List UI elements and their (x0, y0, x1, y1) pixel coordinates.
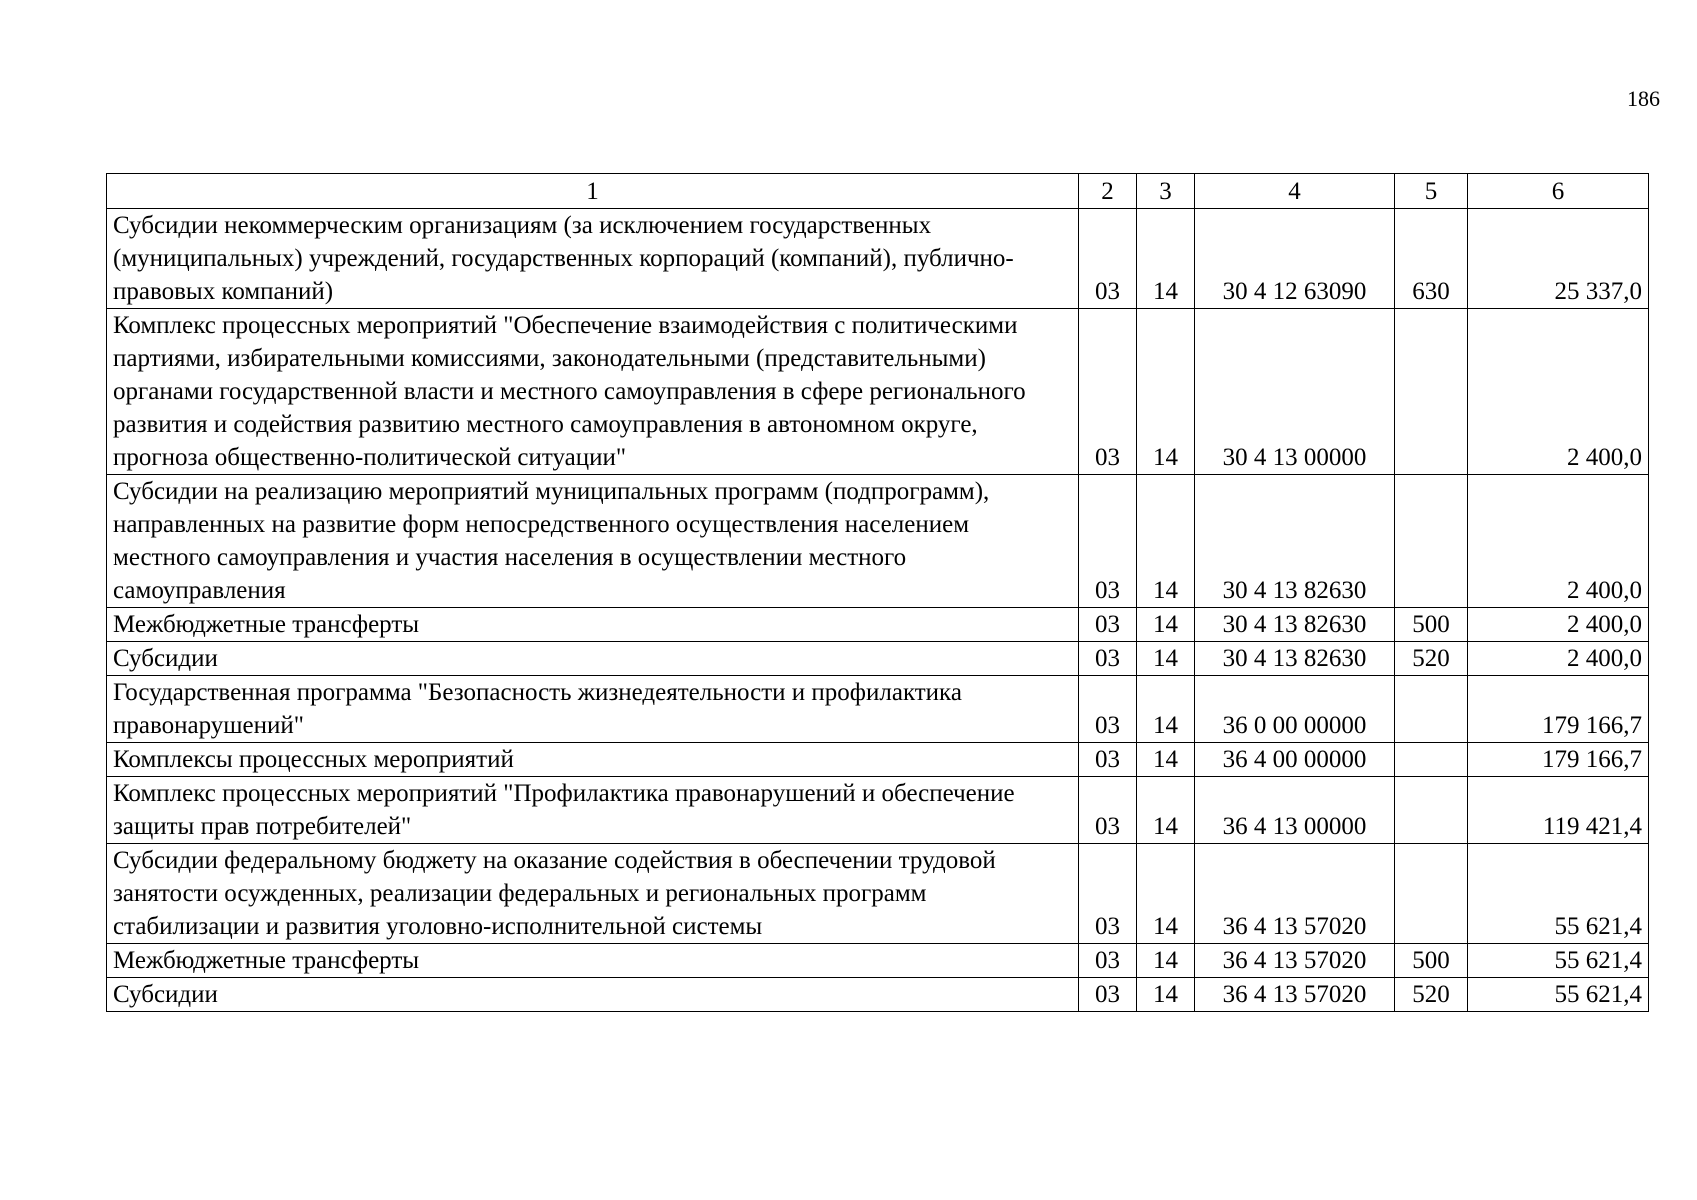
row-section: 03 (1079, 844, 1137, 944)
row-expense-type: 520 (1395, 978, 1468, 1012)
column-header-4: 4 (1195, 174, 1395, 209)
row-section: 03 (1079, 475, 1137, 608)
table-row (107, 978, 1649, 1012)
row-subsection: 14 (1137, 209, 1195, 309)
row-target-article: 30 4 13 00000 (1195, 309, 1395, 475)
row-name: Межбюджетные трансферты (107, 608, 1079, 642)
row-amount: 2 400,0 (1468, 475, 1649, 608)
row-name: Комплекс процессных мероприятий "Обеспечение взаимодействия с политическими партиями, избирательными комиссиями, законодательными (представительными) органами государственной власти и местного самоуправления в сфере регионального развития и содействия развитию местного самоуправления в автономном округе, прогноза общественно-политической ситуации" (107, 309, 1079, 475)
row-subsection: 14 (1137, 743, 1195, 777)
row-amount: 25 337,0 (1468, 209, 1649, 309)
row-target-article: 36 4 00 00000 (1195, 743, 1395, 777)
row-subsection: 14 (1137, 978, 1195, 1012)
row-target-article: 36 4 13 57020 (1195, 978, 1395, 1012)
row-amount: 2 400,0 (1468, 608, 1649, 642)
row-amount: 179 166,7 (1468, 743, 1649, 777)
table-row (107, 743, 1649, 777)
row-name: Межбюджетные трансферты (107, 944, 1079, 978)
row-amount: 119 421,4 (1468, 777, 1649, 844)
row-amount: 55 621,4 (1468, 978, 1649, 1012)
row-subsection: 14 (1137, 608, 1195, 642)
page-number: 186 (1627, 86, 1660, 111)
row-target-article: 36 0 00 00000 (1195, 676, 1395, 743)
row-section: 03 (1079, 608, 1137, 642)
table-row (107, 844, 1649, 944)
table-row (107, 944, 1649, 978)
row-subsection: 14 (1137, 642, 1195, 676)
row-name: Комплексы процессных мероприятий (107, 743, 1079, 777)
column-header-1: 1 (107, 174, 1079, 209)
row-section: 03 (1079, 944, 1137, 978)
row-target-article: 30 4 13 82630 (1195, 475, 1395, 608)
row-target-article: 30 4 13 82630 (1195, 608, 1395, 642)
row-name: Государственная программа "Безопасность жизнедеятельности и профилактика правонарушений" (107, 676, 1079, 743)
budget-table (106, 173, 1649, 1012)
row-amount: 55 621,4 (1468, 944, 1649, 978)
row-subsection: 14 (1137, 309, 1195, 475)
row-name: Комплекс процессных мероприятий "Профилактика правонарушений и обеспечение защиты прав потребителей" (107, 777, 1079, 844)
row-amount: 179 166,7 (1468, 676, 1649, 743)
table-row (107, 309, 1649, 475)
row-subsection: 14 (1137, 944, 1195, 978)
row-expense-type: 500 (1395, 944, 1468, 978)
row-target-article: 36 4 13 57020 (1195, 844, 1395, 944)
table-row (107, 642, 1649, 676)
row-expense-type: 630 (1395, 209, 1468, 309)
row-expense-type (1395, 743, 1468, 777)
row-expense-type (1395, 475, 1468, 608)
row-name: Субсидии на реализацию мероприятий муниципальных программ (подпрограмм), направленных на развитие форм непосредственного осуществления населением местного самоуправления и участия населения в осуществлении местного самоуправления (107, 475, 1079, 608)
header-row (107, 174, 1649, 209)
row-name: Субсидии (107, 642, 1079, 676)
table-row (107, 777, 1649, 844)
table-row (107, 676, 1649, 743)
row-amount: 55 621,4 (1468, 844, 1649, 944)
row-expense-type (1395, 844, 1468, 944)
row-amount: 2 400,0 (1468, 309, 1649, 475)
row-name: Субсидии некоммерческим организациям (за исключением государственных (муниципальных) учреждений, государственных корпораций (компаний), публично-правовых компаний) (107, 209, 1079, 309)
row-expense-type (1395, 309, 1468, 475)
row-target-article: 36 4 13 57020 (1195, 944, 1395, 978)
row-section: 03 (1079, 642, 1137, 676)
row-section: 03 (1079, 309, 1137, 475)
row-section: 03 (1079, 209, 1137, 309)
row-expense-type: 500 (1395, 608, 1468, 642)
row-subsection: 14 (1137, 475, 1195, 608)
row-subsection: 14 (1137, 676, 1195, 743)
row-name: Субсидии федеральному бюджету на оказание содействия в обеспечении трудовой занятости осужденных, реализации федеральных и региональных программ стабилизации и развития уголовно-исполнительной системы (107, 844, 1079, 944)
row-section: 03 (1079, 743, 1137, 777)
row-expense-type: 520 (1395, 642, 1468, 676)
row-section: 03 (1079, 777, 1137, 844)
row-section: 03 (1079, 676, 1137, 743)
column-header-5: 5 (1395, 174, 1468, 209)
row-target-article: 30 4 12 63090 (1195, 209, 1395, 309)
row-subsection: 14 (1137, 844, 1195, 944)
row-expense-type (1395, 777, 1468, 844)
column-header-3: 3 (1137, 174, 1195, 209)
row-target-article: 30 4 13 82630 (1195, 642, 1395, 676)
row-amount: 2 400,0 (1468, 642, 1649, 676)
table-row (107, 475, 1649, 608)
row-target-article: 36 4 13 00000 (1195, 777, 1395, 844)
row-name: Субсидии (107, 978, 1079, 1012)
row-expense-type (1395, 676, 1468, 743)
column-header-6: 6 (1468, 174, 1649, 209)
table-row (107, 608, 1649, 642)
row-subsection: 14 (1137, 777, 1195, 844)
column-header-2: 2 (1079, 174, 1137, 209)
row-section: 03 (1079, 978, 1137, 1012)
table-row (107, 209, 1649, 309)
